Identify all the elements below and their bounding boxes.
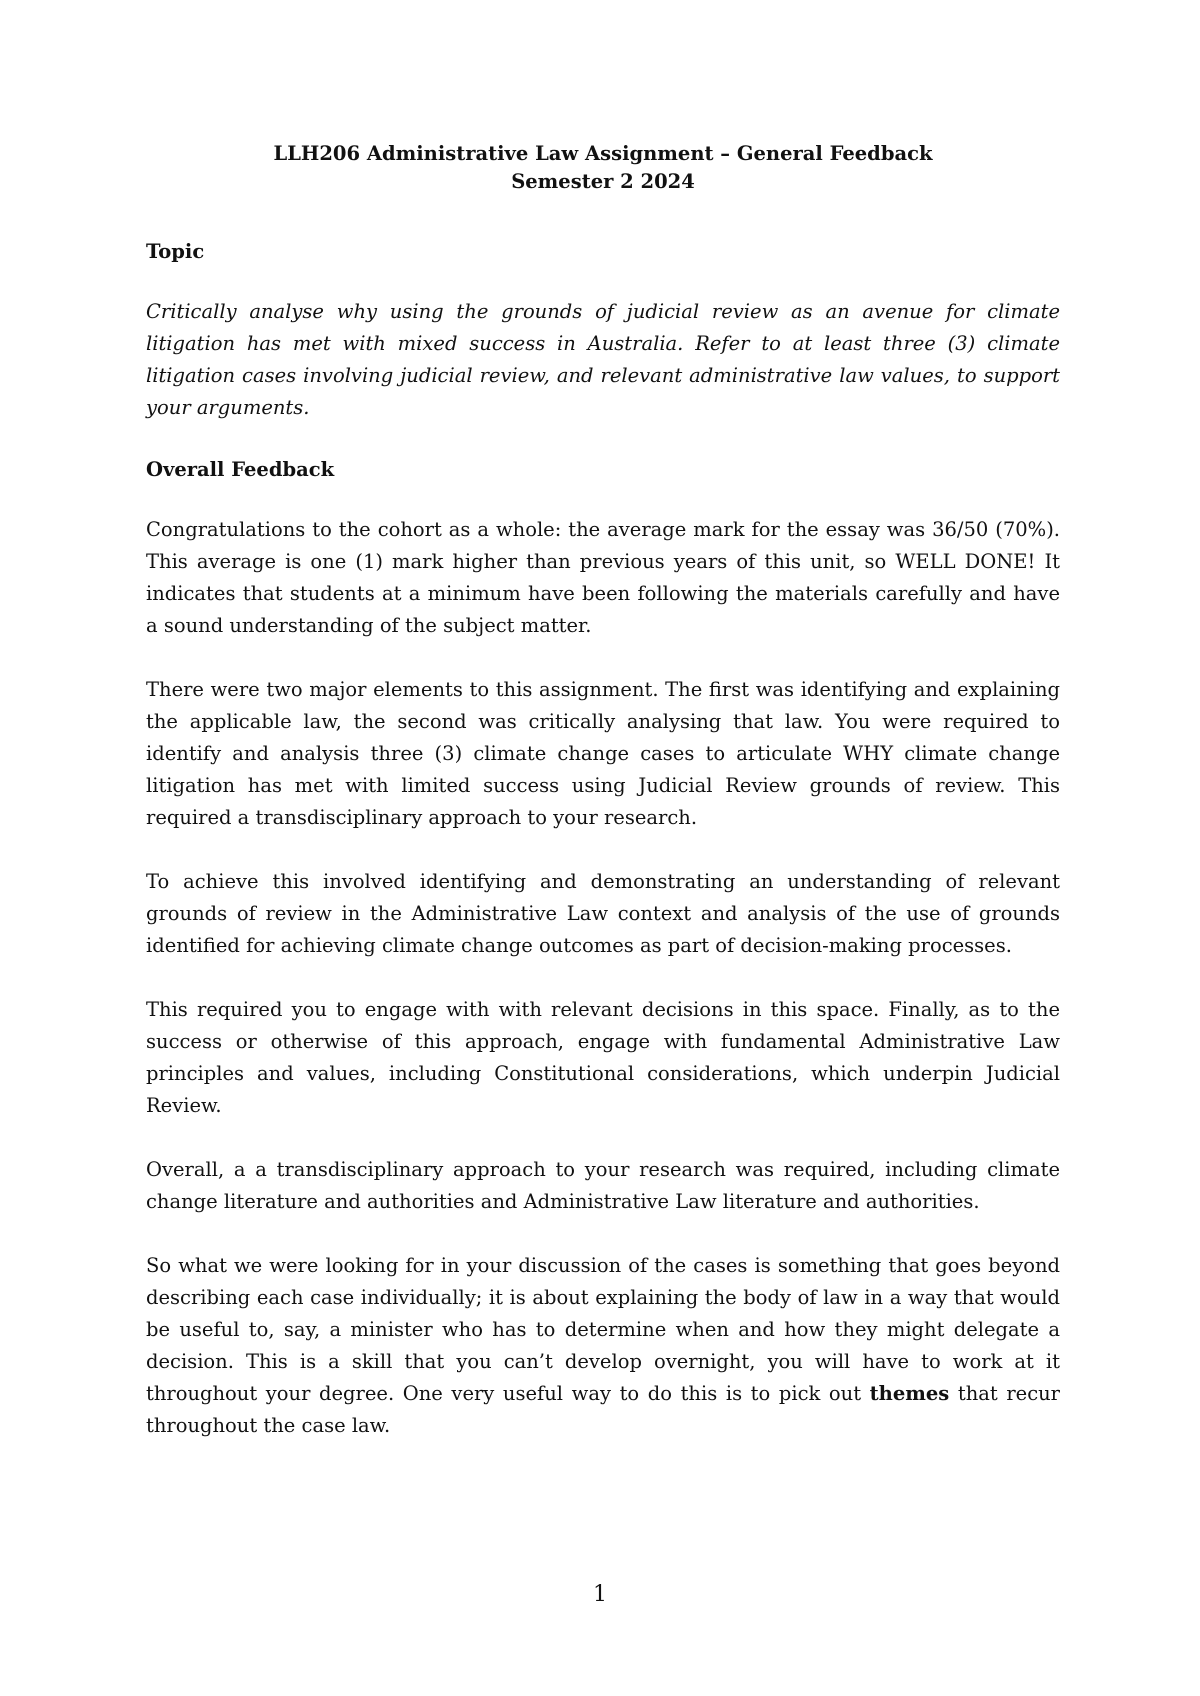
feedback-paragraph: Overall, a a transdisciplinary approach to your research was required, including climate change literature and authorities and Administrative Law literature and authorities.	[146, 1158, 1060, 1213]
overall-feedback-heading: Overall Feedback	[146, 458, 335, 481]
feedback-paragraph: Congratulations to the cohort as a whole: the average mark for the essay was 36/50 (70%). This average is one (1) mark higher than previous years of this unit, so WELL DONE! It indicates that students at a minimum have been following the materials carefully and have a sound understanding of the subject matter.	[146, 518, 1060, 637]
feedback-paragraph: To achieve this involved identifying and demonstrating an understanding of relevant grounds of review in the Administrative Law context and analysis of the use of grounds identified for achieving climate change outcomes as part of decision-making processes.	[146, 870, 1060, 957]
themes-text-before: So what we were looking for in your discussion of the cases is something that goes beyond describing each case individually; it is about explaining the body of law in a way that would be useful to, say, a minister who has to determine when and how they might delegate a decision. This is a skill that you can’t develop overnight, you will have to work at it throughout your degree. One very useful way to do this is to pick out	[146, 1254, 1060, 1405]
themes-text-after: that recur throughout the case law.	[146, 1382, 1060, 1437]
document-page	[146, 140, 1060, 1474]
themes-emphasis: themes	[869, 1382, 950, 1405]
feedback-paragraph-themes	[146, 1250, 1060, 1442]
document-title	[146, 140, 1060, 196]
feedback-paragraph: There were two major elements to this assignment. The first was identifying and explaining the applicable law, the second was critically analysing that law. You were required to identify and analysis three (3) climate change cases to articulate WHY climate change litigation has met with limited success using Judicial Review grounds of review. This required a transdisciplinary approach to your research.	[146, 678, 1060, 829]
title-line-semester: Semester 2 2024	[511, 170, 695, 193]
topic-heading: Topic	[146, 240, 205, 263]
title-line-course: LLH206 Administrative Law Assignment – General Feedback	[273, 142, 933, 165]
topic-question: Critically analyse why using the grounds of judicial review as an avenue for climate litigation has met with mixed success in Australia. Refer to at least three (3) climate litigation cases involving judicial review, and relevant administrative law values, to support your arguments.	[146, 300, 1060, 419]
page-number: 1	[593, 1582, 607, 1607]
feedback-paragraph: This required you to engage with with relevant decisions in this space. Finally, as to the success or otherwise of this approach, engage with fundamental Administrative Law principles and values, including Constitutional considerations, which underpin Judicial Review.	[146, 998, 1060, 1117]
